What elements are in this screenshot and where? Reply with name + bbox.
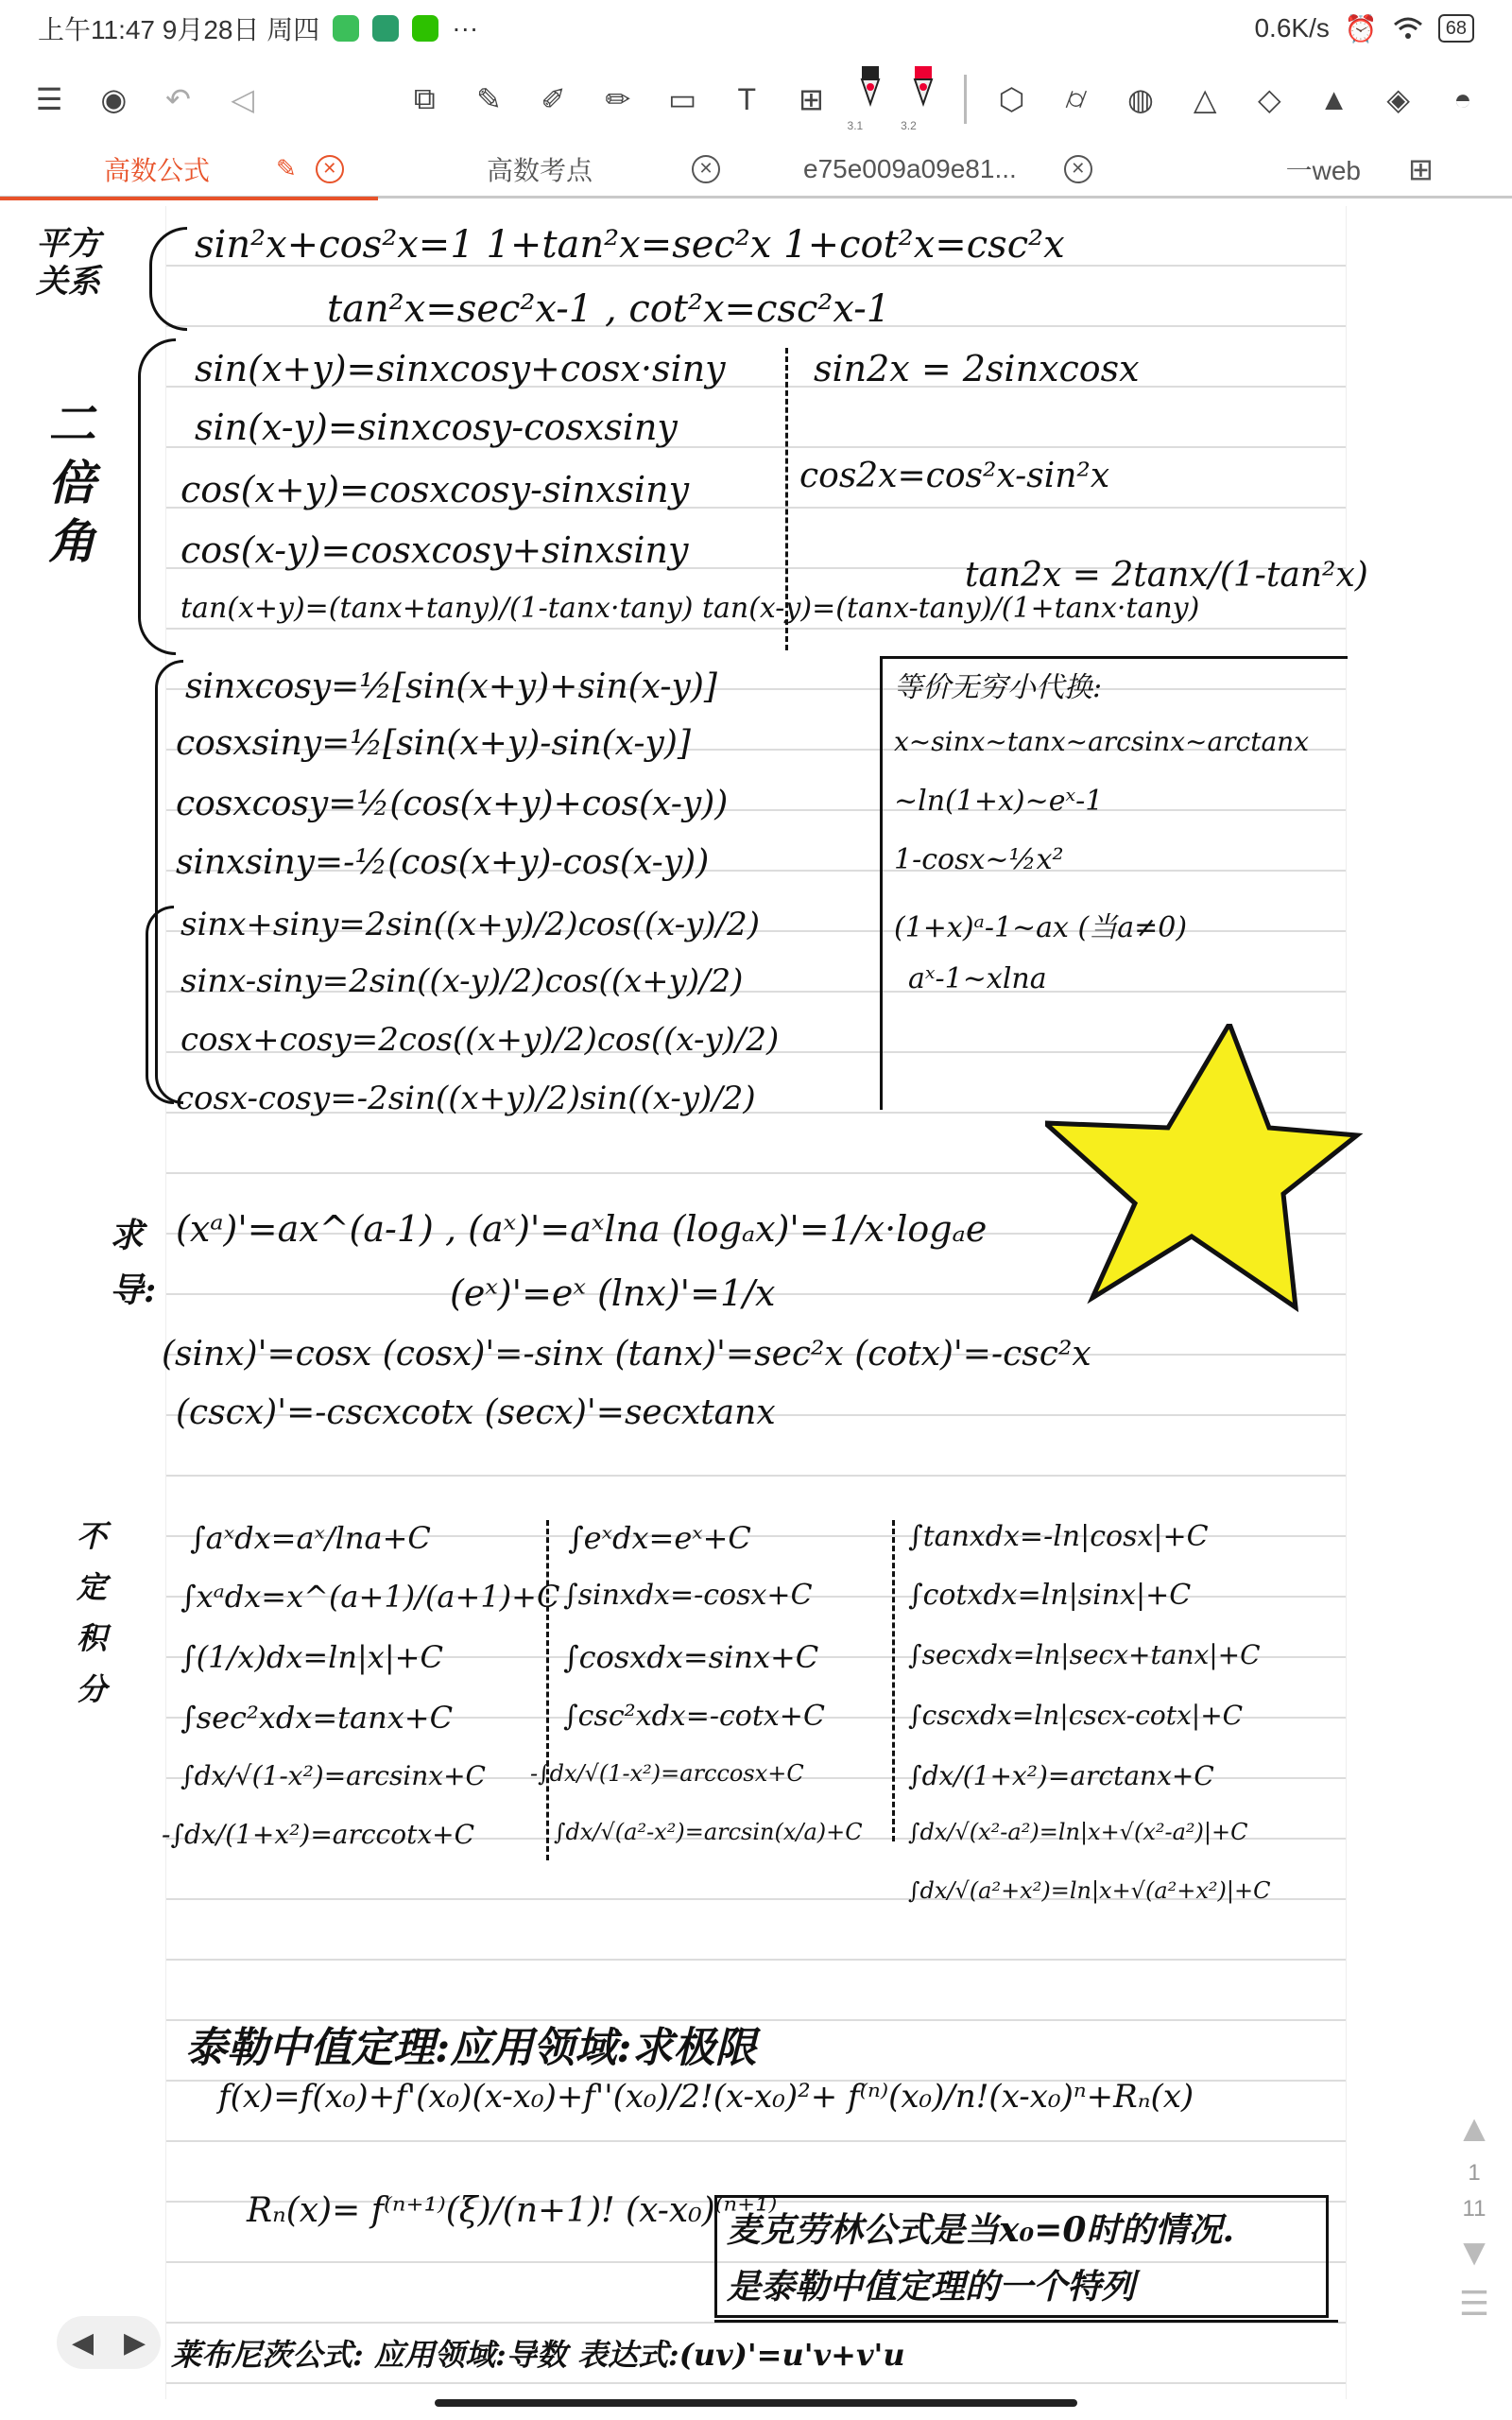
- note-line: sinx-siny=2sin((x-y)/2)cos((x+y)/2): [180, 962, 744, 1000]
- note-line: cosxsiny=½[sin(x+y)-sin(x-y)]: [176, 724, 691, 763]
- note-box: [714, 2195, 1329, 2318]
- note-line: ∫dx/√(a²-x²)=arcsin(x/a)+C: [554, 1819, 863, 1845]
- page-total: 11: [1462, 2196, 1486, 2221]
- star-sticker-icon[interactable]: [1045, 1024, 1366, 1336]
- hemisphere-icon[interactable]: ◓: [1453, 81, 1472, 116]
- note-line: ∫(1/x)dx=ln|x|+C: [180, 1639, 443, 1675]
- note-line: cosx-cosy=-2sin((x+y)/2)sin((x-y)/2): [176, 1080, 756, 1117]
- note-line: ∫aˣdx=aˣ/lna+C: [190, 1520, 431, 1556]
- tab-web[interactable]: [1143, 141, 1380, 198]
- tab-overview-icon[interactable]: ⊞: [1408, 151, 1434, 186]
- eraser-icon[interactable]: ▭: [667, 82, 697, 116]
- note-line: ∫secxdx=ln|secx+tanx|+C: [908, 1639, 1261, 1670]
- tab-gaoshu-gongshi[interactable]: [0, 141, 378, 198]
- note-line: 麦克劳林公式是当x₀=0时的情况.: [727, 2210, 1234, 2250]
- section-label-double-angle: 二 倍 角: [48, 396, 95, 569]
- note-line: cos(x-y)=cosxcosy+sinxsiny: [180, 529, 689, 571]
- note-line: cos(x+y)=cosxcosy-sinxsiny: [180, 469, 690, 510]
- note-line: cos2x=cos²x-sin²x: [799, 457, 1110, 495]
- highlighter-icon[interactable]: ✏: [605, 82, 631, 116]
- notebook-page[interactable]: [36, 206, 1368, 2399]
- prev-icon[interactable]: ◁: [231, 82, 254, 116]
- page-next-icon[interactable]: ▶: [123, 2326, 146, 2359]
- note-line: tan(x+y)=(tanx+tany)/(1-tanx·tany) tan(x-y)=(tanx-tany)/(1+tanx·tany): [180, 592, 1200, 625]
- tab-bar: [0, 142, 1512, 199]
- page-current: 1: [1468, 2160, 1481, 2186]
- cone-icon[interactable]: △: [1193, 82, 1217, 116]
- alarm-icon: ⏰: [1344, 13, 1378, 43]
- pencil-icon[interactable]: ✎: [476, 82, 502, 116]
- tab-gaoshu-kaodian[interactable]: [378, 141, 765, 198]
- cube-icon[interactable]: ⬡: [998, 82, 1025, 116]
- brace: [146, 906, 174, 1104]
- note-line: tan²x=sec²x-1 , cot²x=csc²x-1: [327, 287, 891, 331]
- note-line: sinx+siny=2sin((x+y)/2)cos((x-y)/2): [180, 906, 761, 943]
- tab-label: e75e009a09e81...: [803, 153, 1017, 183]
- toolbar-divider: [964, 75, 967, 124]
- note-line: (cscx)'=-cscxcotx (secx)'=secxtanx: [176, 1393, 776, 1432]
- battery-icon: [1438, 14, 1474, 43]
- status-bar: [0, 0, 1512, 57]
- note-line: sin²x+cos²x=1 1+tan²x=sec²x 1+cot²x=csc²x: [195, 223, 1065, 267]
- pen-2-button[interactable]: [901, 66, 947, 132]
- note-line: ∫sec²xdx=tanx+C: [180, 1700, 454, 1736]
- net-speed: 0.6K/s: [1254, 13, 1330, 43]
- divider: [546, 1520, 549, 1860]
- scroll-up-icon[interactable]: ▲: [1455, 2108, 1493, 2150]
- note-line: -∫dx/(1+x²)=arccotx+C: [162, 1819, 475, 1850]
- app-notification-icon: [333, 15, 359, 42]
- note-line: -∫dx/√(1-x²)=arccosx+C: [530, 1760, 804, 1787]
- note-line: ∫dx/(1+x²)=arctanx+C: [908, 1760, 1214, 1791]
- divider: [880, 656, 1348, 659]
- layers-icon[interactable]: ☰: [1458, 2284, 1490, 2323]
- page-scroller[interactable]: [1446, 2108, 1503, 2392]
- pen-1-label: 3.1: [847, 119, 864, 132]
- note-line: sinxsiny=-½(cos(x+y)-cos(x-y)): [176, 843, 710, 882]
- pen-icon: [856, 66, 885, 113]
- note-line: x~sinx~tanx~arcsinx~arctanx: [894, 726, 1309, 757]
- edit-icon[interactable]: ✎: [276, 154, 297, 182]
- pen-1-button[interactable]: [848, 66, 894, 132]
- note-line: 1-cosx~½x²: [894, 843, 1064, 876]
- shield-notification-icon: [372, 15, 399, 42]
- note-line: (eˣ)'=eˣ (lnx)'=1/x: [450, 1272, 776, 1314]
- note-line: 泰勒中值定理:应用领域:求极限: [185, 2024, 757, 2072]
- tab-label: 高数公式: [104, 155, 211, 185]
- note-line: (1+x)ᵃ-1~ax (当a≠0): [894, 911, 1188, 944]
- marker-icon[interactable]: ✐: [541, 82, 567, 116]
- note-line: ∫tanxdx=-ln|cosx|+C: [908, 1520, 1209, 1553]
- section-label-integral: 不 定 积 分: [77, 1518, 108, 1707]
- note-line: ∫eˣdx=eˣ+C: [568, 1520, 751, 1556]
- page-prev-icon[interactable]: ◀: [71, 2326, 94, 2359]
- status-time: 上午11:47 9月28日 周四: [38, 15, 320, 44]
- brace: [149, 227, 187, 331]
- note-line: aˣ-1~xlna: [908, 962, 1047, 995]
- wifi-icon: [1393, 16, 1423, 41]
- tab-e75e009a[interactable]: [765, 141, 1143, 198]
- more-notifications-icon: ···: [452, 13, 479, 43]
- note-line: 是泰勒中值定理的一个特列: [727, 2267, 1136, 2307]
- note-line: cosxcosy=½(cos(x+y)+cos(x-y)): [176, 785, 729, 823]
- home-indicator[interactable]: [435, 2399, 1077, 2407]
- note-line: (sinx)'=cosx (cosx)'=-sinx (tanx)'=sec²x (cotx)'=-csc²x: [162, 1335, 1091, 1374]
- note-line: cosx+cosy=2cos((x+y)/2)cos((x-y)/2): [180, 1021, 780, 1059]
- note-line: ∫cosxdx=sinx+C: [563, 1639, 819, 1675]
- select-icon[interactable]: ⧉: [413, 81, 436, 115]
- sphere-icon[interactable]: ◍: [1127, 82, 1154, 116]
- divider: [714, 2320, 1338, 2323]
- tab-label: 高数考点: [487, 155, 593, 185]
- note-line: ∫cotxdx=ln|sinx|+C: [908, 1579, 1192, 1612]
- lasso-icon[interactable]: ⊞: [799, 82, 824, 116]
- note-line: ∫sinxdx=-cosx+C: [563, 1579, 813, 1612]
- wechat-notification-icon: [412, 15, 438, 42]
- note-line: (xᵃ)'=ax^(a-1) , (aˣ)'=aˣlna (logₐx)'=1/x·logₐe: [176, 1208, 988, 1250]
- note-line: ∫xᵃdx=x^(a+1)/(a+1)+C: [180, 1579, 560, 1615]
- note-line: ∫dx/√(x²-a²)=ln|x+√(x²-a²)|+C: [908, 1819, 1248, 1845]
- prism-icon[interactable]: ◇: [1258, 82, 1281, 116]
- note-line: ∫csc²xdx=-cotx+C: [563, 1700, 825, 1733]
- cylinder-icon[interactable]: ⌭: [1065, 81, 1088, 115]
- page-nav: [57, 2316, 161, 2369]
- divider: [880, 656, 883, 1110]
- brace: [138, 338, 176, 655]
- scroll-down-icon[interactable]: ▼: [1455, 2232, 1493, 2273]
- text-icon[interactable]: T: [737, 81, 757, 116]
- note-line: ∫dx/√(a²+x²)=ln|x+√(a²+x²)|+C: [908, 1877, 1271, 1904]
- battery-level: 68: [1445, 18, 1467, 39]
- note-line: sin(x-y)=sinxcosy-cosxsiny: [195, 406, 678, 448]
- note-line: ∫cscxdx=ln|cscx-cotx|+C: [908, 1700, 1244, 1731]
- close-icon[interactable]: ✕: [316, 155, 344, 183]
- view-icon[interactable]: ◉: [100, 82, 128, 116]
- note-line: f(x)=f(x₀)+f'(x₀)(x-x₀)+f''(x₀)/2!(x-x₀)²+ f⁽ⁿ⁾(x₀)/n!(x-x₀)ⁿ+Rₙ(x): [218, 2078, 1194, 2116]
- toolbar: [0, 57, 1512, 142]
- section-label-square: 平方 关系: [36, 225, 100, 301]
- note-line: Rₙ(x)= f⁽ⁿ⁺¹⁾(ξ)/(n+1)! (x-x₀)⁽ⁿ⁺¹⁾: [247, 2191, 778, 2230]
- divider: [892, 1520, 895, 1841]
- pen-2-label: 3.2: [901, 119, 917, 132]
- note-line: ∫dx/√(1-x²)=arcsinx+C: [180, 1760, 486, 1791]
- note-line: ~ln(1+x)~eˣ-1: [894, 785, 1104, 818]
- note-line: sinxcosy=½[sin(x+y)+sin(x-y)]: [185, 667, 717, 706]
- undo-icon[interactable]: ↶: [165, 82, 191, 116]
- tab-label: 一web: [1285, 155, 1361, 185]
- divider: [785, 348, 788, 650]
- note-line: sin(x+y)=sinxcosy+cosx·siny: [195, 348, 726, 389]
- note-line: 莱布尼茨公式: 应用领域:导数 表达式:(uv)'=u'v+v'u: [171, 2337, 905, 2373]
- note-line: tan2x = 2tanx/(1-tan²x): [965, 556, 1368, 595]
- note-line: 等价无穷小代换:: [894, 671, 1103, 704]
- close-icon[interactable]: ✕: [692, 155, 720, 183]
- menu-icon[interactable]: ☰: [35, 82, 63, 116]
- note-line: sin2x = 2sinxcosx: [814, 348, 1140, 389]
- pyramid-icon[interactable]: ▲: [1318, 81, 1349, 116]
- section-label-derivative: 求 导:: [110, 1216, 157, 1310]
- pen-icon: [909, 66, 937, 113]
- diamond-icon[interactable]: ◈: [1386, 82, 1411, 116]
- close-icon[interactable]: ✕: [1064, 155, 1092, 183]
